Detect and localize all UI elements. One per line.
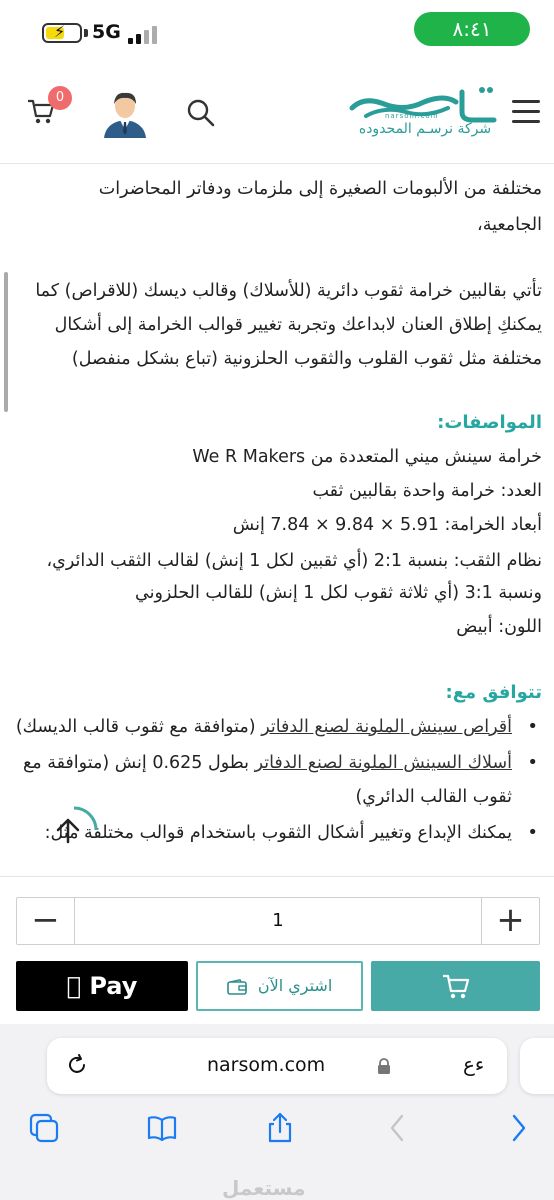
buy-now-label: اشتري الآن bbox=[257, 976, 333, 995]
description-line: يمكنكِ إطلاق العنان لابداعك وتجربة تغيير قوالب الخرامة إلى أشكال bbox=[54, 315, 542, 335]
compat-note: (متوافقة مع ثقوب قالب الديسك) bbox=[15, 717, 262, 737]
forward-icon[interactable] bbox=[502, 1112, 534, 1144]
compat-link-wires[interactable]: أسلاك السينش الملونة لصنع الدفاتر bbox=[254, 753, 512, 773]
spec-line: العدد: خرامة واحدة بقالبين ثقب bbox=[312, 481, 542, 501]
intro-line: مختلفة من الألبومات الصغيرة إلى ملزمات ودفاتر المحاضرات bbox=[98, 179, 542, 199]
description-line: مختلفة مثل ثقوب القلوب والثقوب الحلزونية (تباع بشكل منفصل) bbox=[71, 349, 542, 369]
back-icon[interactable] bbox=[382, 1112, 414, 1144]
reload-icon[interactable] bbox=[65, 1053, 89, 1077]
browser-toolbar bbox=[0, 1024, 554, 1200]
status-time[interactable]: ٨:٤١ bbox=[414, 12, 530, 46]
tabs-icon[interactable] bbox=[28, 1112, 60, 1144]
address-bar[interactable] bbox=[47, 1038, 507, 1094]
search-icon[interactable] bbox=[186, 98, 216, 128]
scroll-top-button[interactable] bbox=[44, 804, 98, 858]
specs-heading: المواصفات: bbox=[437, 412, 542, 433]
compat-link-discs[interactable]: أقراص سينش الملونة لصنع الدفاتر bbox=[261, 717, 512, 737]
apple-pay-label: Pay bbox=[77, 972, 127, 1000]
spec-line: خرامة سينش ميني المتعددة من We R Makers bbox=[192, 447, 542, 467]
spec-line: أبعاد الخرامة: 5.91 × 9.84 × 7.84 إنش bbox=[232, 515, 542, 535]
quantity-value[interactable]: 1 bbox=[272, 910, 284, 931]
intro-line: الجامعية، bbox=[477, 215, 542, 235]
logo-url: narsom.com bbox=[385, 112, 439, 120]
apple-icon bbox=[67, 972, 81, 1000]
url-text: narsom.com bbox=[207, 1054, 326, 1076]
spec-line: نظام الثقب: بنسبة 2:1 (أي ثقبين لكل 1 إنش) لقالب الثقب الدائري، bbox=[46, 551, 542, 571]
battery-cap bbox=[84, 29, 88, 37]
quantity-increase-button[interactable]: + bbox=[481, 898, 539, 944]
cart-icon bbox=[441, 971, 471, 1001]
wallet-icon bbox=[227, 979, 247, 995]
product-description bbox=[0, 164, 554, 876]
logo-subtitle: شركة نرسـم المحدوده bbox=[358, 121, 492, 137]
list-item bbox=[12, 710, 542, 744]
menu-icon[interactable] bbox=[512, 100, 540, 124]
bookmarks-icon[interactable] bbox=[146, 1112, 178, 1144]
signal-icon bbox=[128, 24, 158, 44]
lock-icon bbox=[377, 1058, 391, 1074]
site-header bbox=[0, 66, 554, 164]
reader-options-button[interactable]: ءع bbox=[463, 1052, 485, 1076]
compat-note: يمكنك الإبداع وتغيير أشكال الثقوب باستخدام قوالب مختلفة مثل: bbox=[44, 823, 512, 843]
scrollbar[interactable] bbox=[4, 272, 8, 412]
quantity-stepper bbox=[16, 897, 540, 945]
status-bar bbox=[0, 0, 554, 66]
share-icon[interactable] bbox=[264, 1112, 296, 1144]
battery-icon: ⚡ bbox=[42, 23, 82, 43]
network-label: 5G bbox=[92, 21, 121, 43]
compat-note: بطول 0.625 إنش (متوافقة مع ثقوب القالب الدائري) bbox=[22, 753, 512, 807]
watermark: مستعمل bbox=[222, 1176, 306, 1200]
add-to-cart-button[interactable] bbox=[371, 961, 540, 1011]
buy-now-button[interactable] bbox=[196, 961, 363, 1011]
compat-heading: تتوافق مع: bbox=[445, 682, 542, 703]
cart-count-badge: 0 bbox=[48, 86, 72, 110]
spec-line: ونسبة 3:1 (أي ثلاثة ثقوب لكل 1 إنش) للقالب الحلزوني bbox=[135, 583, 542, 603]
spec-line: اللون: أبيض bbox=[456, 617, 542, 637]
apple-pay-button[interactable] bbox=[16, 961, 188, 1011]
avatar[interactable] bbox=[102, 88, 148, 138]
quantity-decrease-button[interactable]: − bbox=[17, 898, 75, 944]
next-tab-preview[interactable] bbox=[520, 1038, 554, 1094]
purchase-bar bbox=[0, 876, 554, 1024]
description-line: تأتي بقالبين خرامة ثقوب دائرية (للأسلاك) وقالب ديسك (للاقراص) كما bbox=[35, 281, 542, 301]
